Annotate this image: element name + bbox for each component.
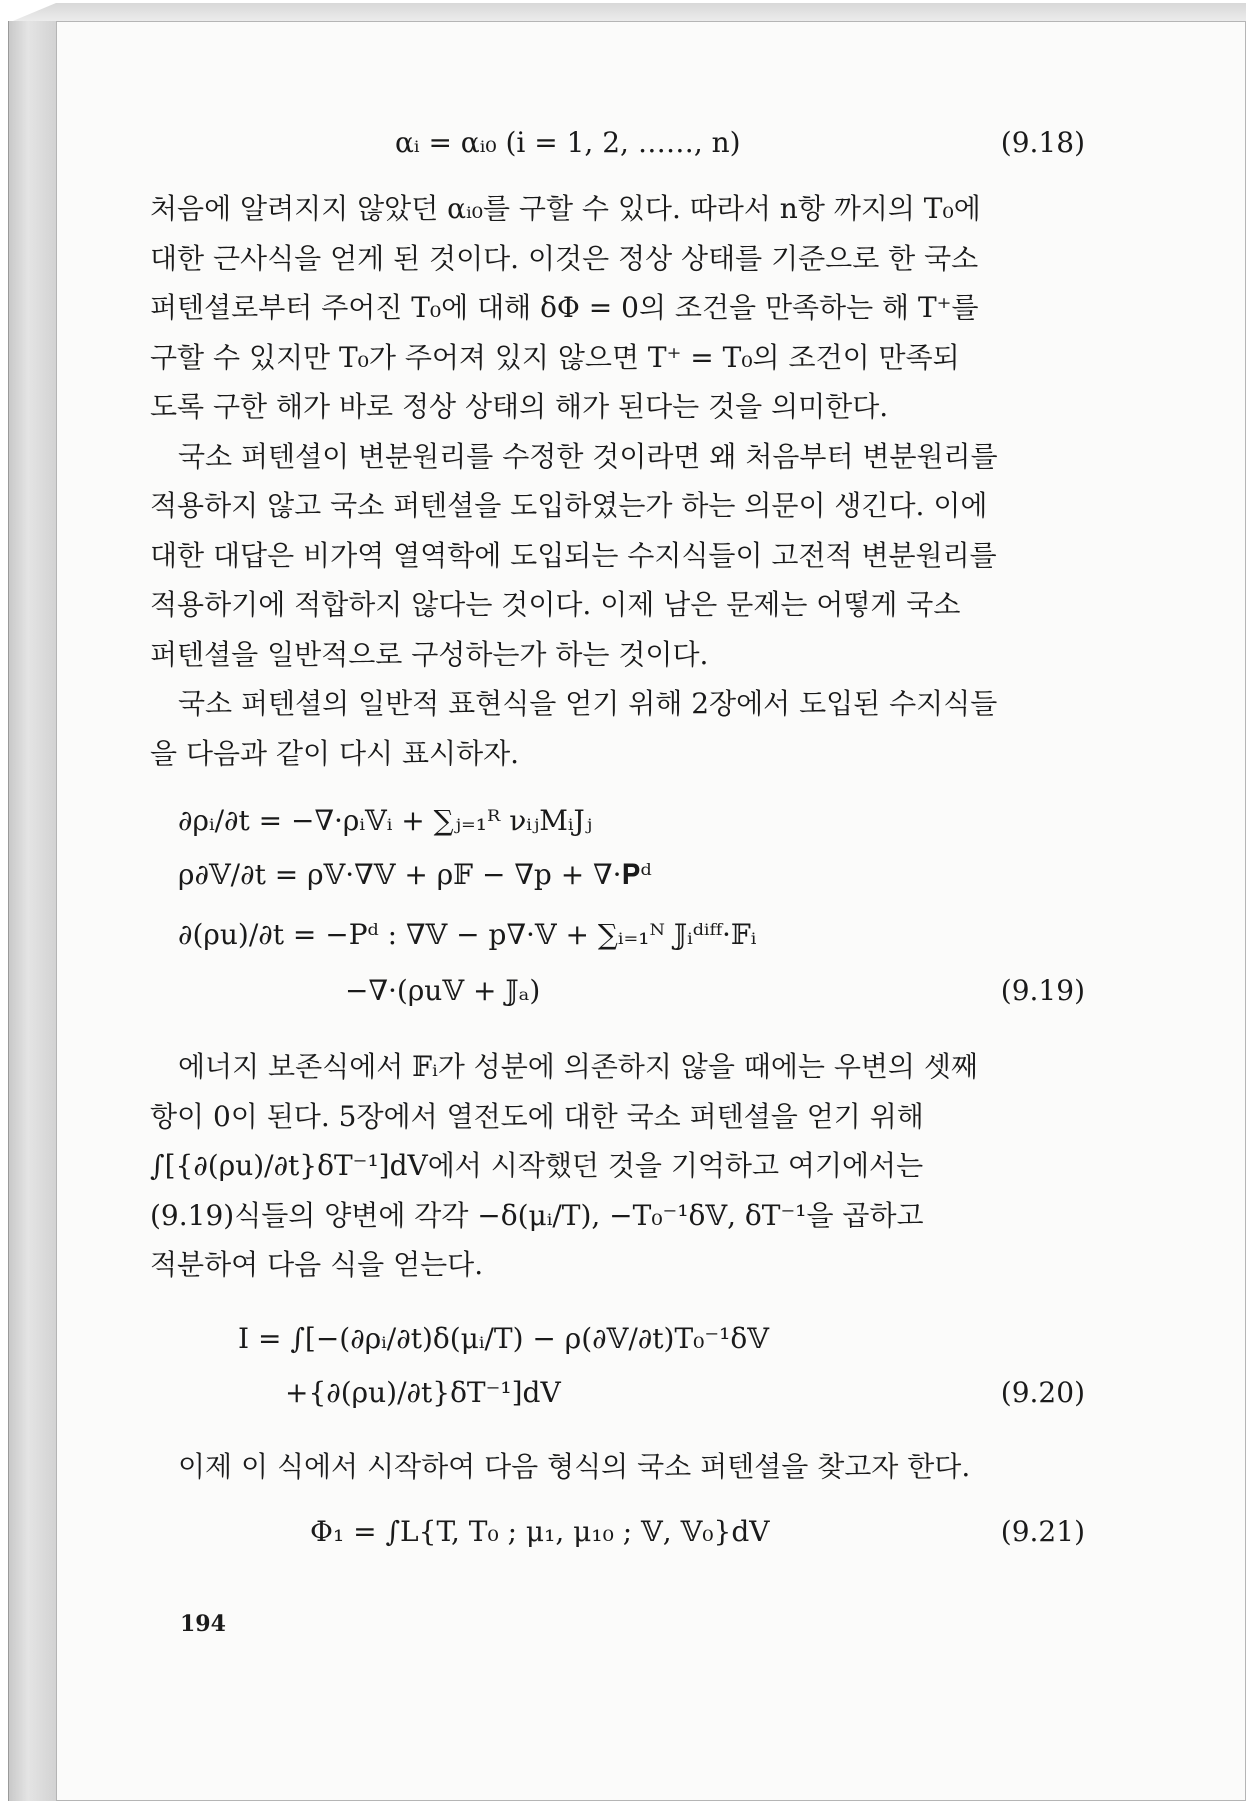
equation-9-18-number: (9.18) xyxy=(1000,126,1085,159)
equation-9-20-number: (9.20) xyxy=(1000,1375,1085,1409)
paragraph-5-line: 이제 이 식에서 시작하여 다음 형식의 국소 퍼텐셜을 찾고자 한다. xyxy=(178,1449,971,1483)
equation-9-19-row: ∂(ρu)/∂t = −Pᵈ : ∇𝕍 − p∇·𝕍 + ∑ᵢ₌₁ᴺ 𝕁ᵢᵈⁱᶠᶠ·𝔽ᵢ xyxy=(178,918,757,951)
equation-9-20-row: I = ∫[−(∂ρᵢ/∂t)δ(μᵢ/T) − ρ(∂𝕍/∂t)T₀⁻¹δ𝕍 xyxy=(238,1321,769,1355)
paragraph-5 xyxy=(150,1442,1085,1492)
paragraph-4 xyxy=(150,1042,1085,1290)
paragraph-2-line: 국소 퍼텐셜이 변분원리를 수정한 것이라면 왜 처음부터 변분원리를 xyxy=(178,439,998,473)
equation-9-18-expr: αᵢ = αᵢ₀ (i = 1, 2, ……, n) xyxy=(395,126,741,159)
paragraph-1-line: 구할 수 있지만 T₀가 주어져 있지 않으면 T⁺ = T₀의 조건이 만족되 xyxy=(150,340,960,374)
paragraph-4-line: 항이 0이 된다. 5장에서 열전도에 대한 국소 퍼텐셜을 얻기 위해 xyxy=(150,1099,924,1133)
paragraph-2-line: 퍼텐셜을 일반적으로 구성하는가 하는 것이다. xyxy=(150,637,709,671)
paragraph-2-line: 적용하기에 적합하지 않다는 것이다. 이제 남은 문제는 어떻게 국소 xyxy=(150,588,961,621)
paragraph-3 xyxy=(150,679,1085,778)
paragraph-1-line: 처음에 알려지지 않았던 αᵢ₀를 구할 수 있다. 따라서 n항 까지의 T₀에 xyxy=(150,192,981,225)
paragraph-1 xyxy=(150,184,1085,432)
equation-9-19-row: −∇·(ρu𝕍 + 𝕁ₐ) xyxy=(345,974,541,1007)
paragraph-4-line: ∫[{∂(ρu)/∂t}δT⁻¹]dV에서 시작했던 것을 기억하고 여기에서는 xyxy=(150,1149,924,1182)
equation-9-20-row: +{∂(ρu)/∂t}δT⁻¹]dV xyxy=(285,1375,561,1409)
book-top-edge xyxy=(8,3,1246,23)
paragraph-3-line: 을 다음과 같이 다시 표시하자. xyxy=(150,736,520,770)
paragraph-2 xyxy=(150,432,1085,680)
equation-9-21 xyxy=(150,1507,1085,1565)
equation-9-18 xyxy=(150,118,1085,176)
paragraph-1-line: 대한 근사식을 얻게 된 것이다. 이것은 정상 상태를 기준으로 한 국소 xyxy=(150,241,979,275)
page-number: 194 xyxy=(180,1611,226,1637)
paragraph-2-line: 적용하지 않고 국소 퍼텐셜을 도입하였는가 하는 의문이 생긴다. 이에 xyxy=(150,489,988,522)
equation-9-21-expr: Φ₁ = ∫L{T, T₀ ; μ₁, μ₁₀ ; 𝕍, 𝕍₀}dV xyxy=(310,1515,770,1548)
paragraph-4-line: 적분하여 다음 식을 얻는다. xyxy=(150,1248,484,1281)
equation-9-20 xyxy=(150,1314,1085,1422)
equation-9-19 xyxy=(150,796,1085,1020)
equation-9-19-row: ∂ρᵢ/∂t = −∇·ρᵢ𝕍ᵢ + ∑ⱼ₌₁ᴿ νᵢⱼMᵢJⱼ xyxy=(178,804,593,837)
paragraph-3-line: 국소 퍼텐셜의 일반적 표현식을 얻기 위해 2장에서 도입된 수지식들 xyxy=(178,687,998,720)
equation-9-21-number: (9.21) xyxy=(1000,1515,1085,1548)
book-spine xyxy=(8,21,57,1801)
paragraph-4-line: 에너지 보존식에서 𝔽ᵢ가 성분에 의존하지 않을 때에는 우변의 셋째 xyxy=(178,1050,978,1083)
page-content xyxy=(150,118,1085,1565)
paragraph-4-line: (9.19)식들의 양변에 각각 −δ(μᵢ/T), −T₀⁻¹δ𝕍, δT⁻¹을 곱하고 xyxy=(150,1198,924,1232)
paragraph-2-line: 대한 대답은 비가역 열역학에 도입되는 수지식들이 고전적 변분원리를 xyxy=(150,538,997,572)
equation-9-19-number: (9.19) xyxy=(1000,974,1085,1007)
paragraph-1-line: 퍼텐셜로부터 주어진 T₀에 대해 δΦ = 0의 조건을 만족하는 해 T⁺를 xyxy=(150,291,979,324)
paragraph-1-line: 도록 구한 해가 바로 정상 상태의 해가 된다는 것을 의미한다. xyxy=(150,390,889,423)
equation-9-19-row: ρ∂𝕍/∂t = ρ𝕍·∇𝕍 + ρ𝔽 − ∇p + ∇·𝐏ᵈ xyxy=(178,858,652,891)
